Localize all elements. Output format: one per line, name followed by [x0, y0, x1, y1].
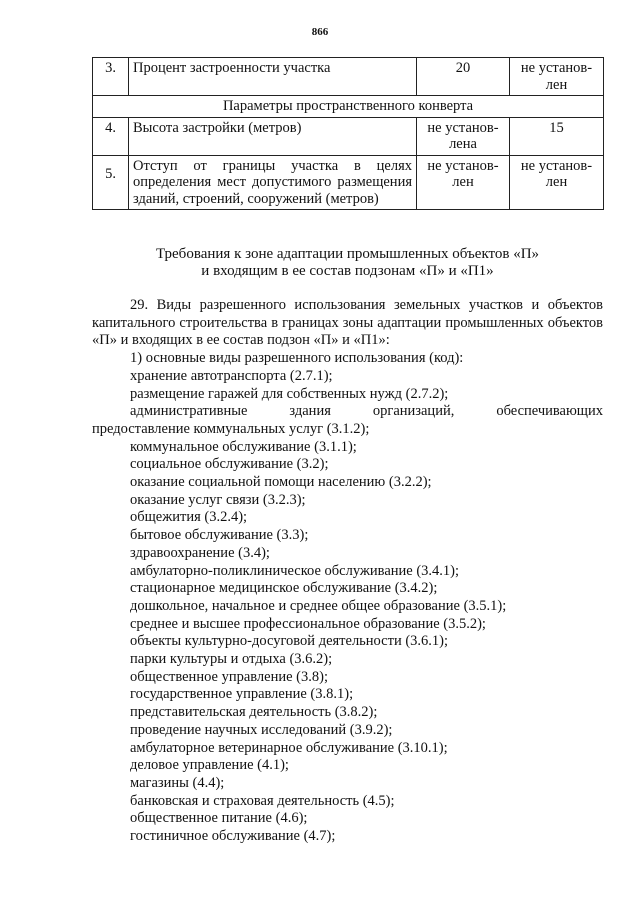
- list-item: оказание социальной помощи населению (3.2.2);: [130, 474, 432, 491]
- list-item: общественное питание (4.6);: [130, 810, 308, 827]
- list-item: административные здания организаций, обеспечивающих: [130, 403, 603, 420]
- list-item: среднее и высшее профессиональное образование (3.5.2);: [130, 615, 486, 632]
- list-item: дошкольное, начальное и среднее общее образование (3.5.1);: [130, 597, 507, 614]
- list-item: амбулаторное ветеринарное обслуживание (3.10.1);: [130, 739, 448, 756]
- list-item: проведение научных исследований (3.9.2);: [130, 721, 393, 738]
- heading-line: и входящим в ее состав подзонам «П» и «П1»: [201, 263, 494, 279]
- list-item: парки культуры и отдыха (3.6.2);: [130, 651, 333, 668]
- page-number: 866: [311, 26, 329, 38]
- list-item: размещение гаражей для собственных нужд (2.7.2);: [130, 385, 449, 402]
- section-heading: [92, 246, 603, 280]
- list-item: деловое управление (4.1);: [130, 757, 289, 774]
- list-item: гостиничное обслуживание (4.7);: [130, 828, 336, 845]
- list-item: здравоохранение (3.4);: [130, 544, 270, 561]
- list-item: общественное управление (3.8);: [130, 668, 328, 685]
- table-row: [93, 117, 604, 155]
- value-cell: 20: [417, 58, 510, 96]
- intro-paragraph: 29. Виды разрешенного использования земельных участков и объектов капитального строительства в границах зоны адаптации промышленных объектов «П» и входящих в ее состав подзон «П» и «П1»:: [92, 297, 603, 349]
- list-item: амбулаторно-поликлиническое обслуживание (3.4.1);: [130, 562, 460, 579]
- section-title: Параметры пространственного конверта: [93, 96, 604, 118]
- list-item: стационарное медицинское обслуживание (3.4.2);: [130, 580, 438, 597]
- row-number: 4.: [93, 117, 129, 155]
- list-item: объекты культурно-досуговой деятельности (3.6.1);: [130, 633, 449, 650]
- heading-line: Требования к зоне адаптации промышленных объектов «П»: [155, 246, 540, 262]
- list-item: бытовое обслуживание (3.3);: [130, 527, 309, 544]
- list-item: социальное обслуживание (3.2);: [130, 456, 329, 473]
- list-item-continuation: предоставление коммунальных услуг (3.1.2);: [92, 420, 370, 437]
- table-row: [93, 58, 604, 96]
- parameter-name: Процент застроенности участка: [129, 58, 417, 96]
- row-number: 5.: [93, 155, 129, 210]
- usage-list: [92, 368, 603, 403]
- subheading: 1) основные виды разрешенного использования (код):: [130, 350, 464, 367]
- list-item: коммунальное обслуживание (3.1.1);: [130, 438, 357, 455]
- table-row: [93, 155, 604, 210]
- value-cell: не установ- лен: [510, 155, 604, 210]
- value-cell: не установ- лен: [510, 58, 604, 96]
- document-body: [92, 297, 603, 846]
- value-cell: не установ- лена: [417, 117, 510, 155]
- list-item: оказание услуг связи (3.2.3);: [130, 491, 306, 508]
- list-item: хранение автотранспорта (2.7.1);: [130, 367, 333, 384]
- list-item: государственное управление (3.8.1);: [130, 686, 354, 703]
- table-section-row: [93, 96, 604, 118]
- list-item: общежития (3.2.4);: [130, 509, 248, 526]
- parameters-table: [92, 57, 604, 210]
- usage-list: [92, 439, 603, 846]
- value-cell: 15: [510, 117, 604, 155]
- list-item: магазины (4.4);: [130, 774, 225, 791]
- list-item: представительская деятельность (3.8.2);: [130, 704, 378, 721]
- row-number: 3.: [93, 58, 129, 96]
- parameter-name: Отступ от границы участка в целях определения мест допустимого размещения зданий, строений, сооружений (метров): [129, 155, 417, 210]
- value-cell: не установ- лен: [417, 155, 510, 210]
- list-item: банковская и страховая деятельность (4.5);: [130, 792, 395, 809]
- parameter-name: Высота застройки (метров): [129, 117, 417, 155]
